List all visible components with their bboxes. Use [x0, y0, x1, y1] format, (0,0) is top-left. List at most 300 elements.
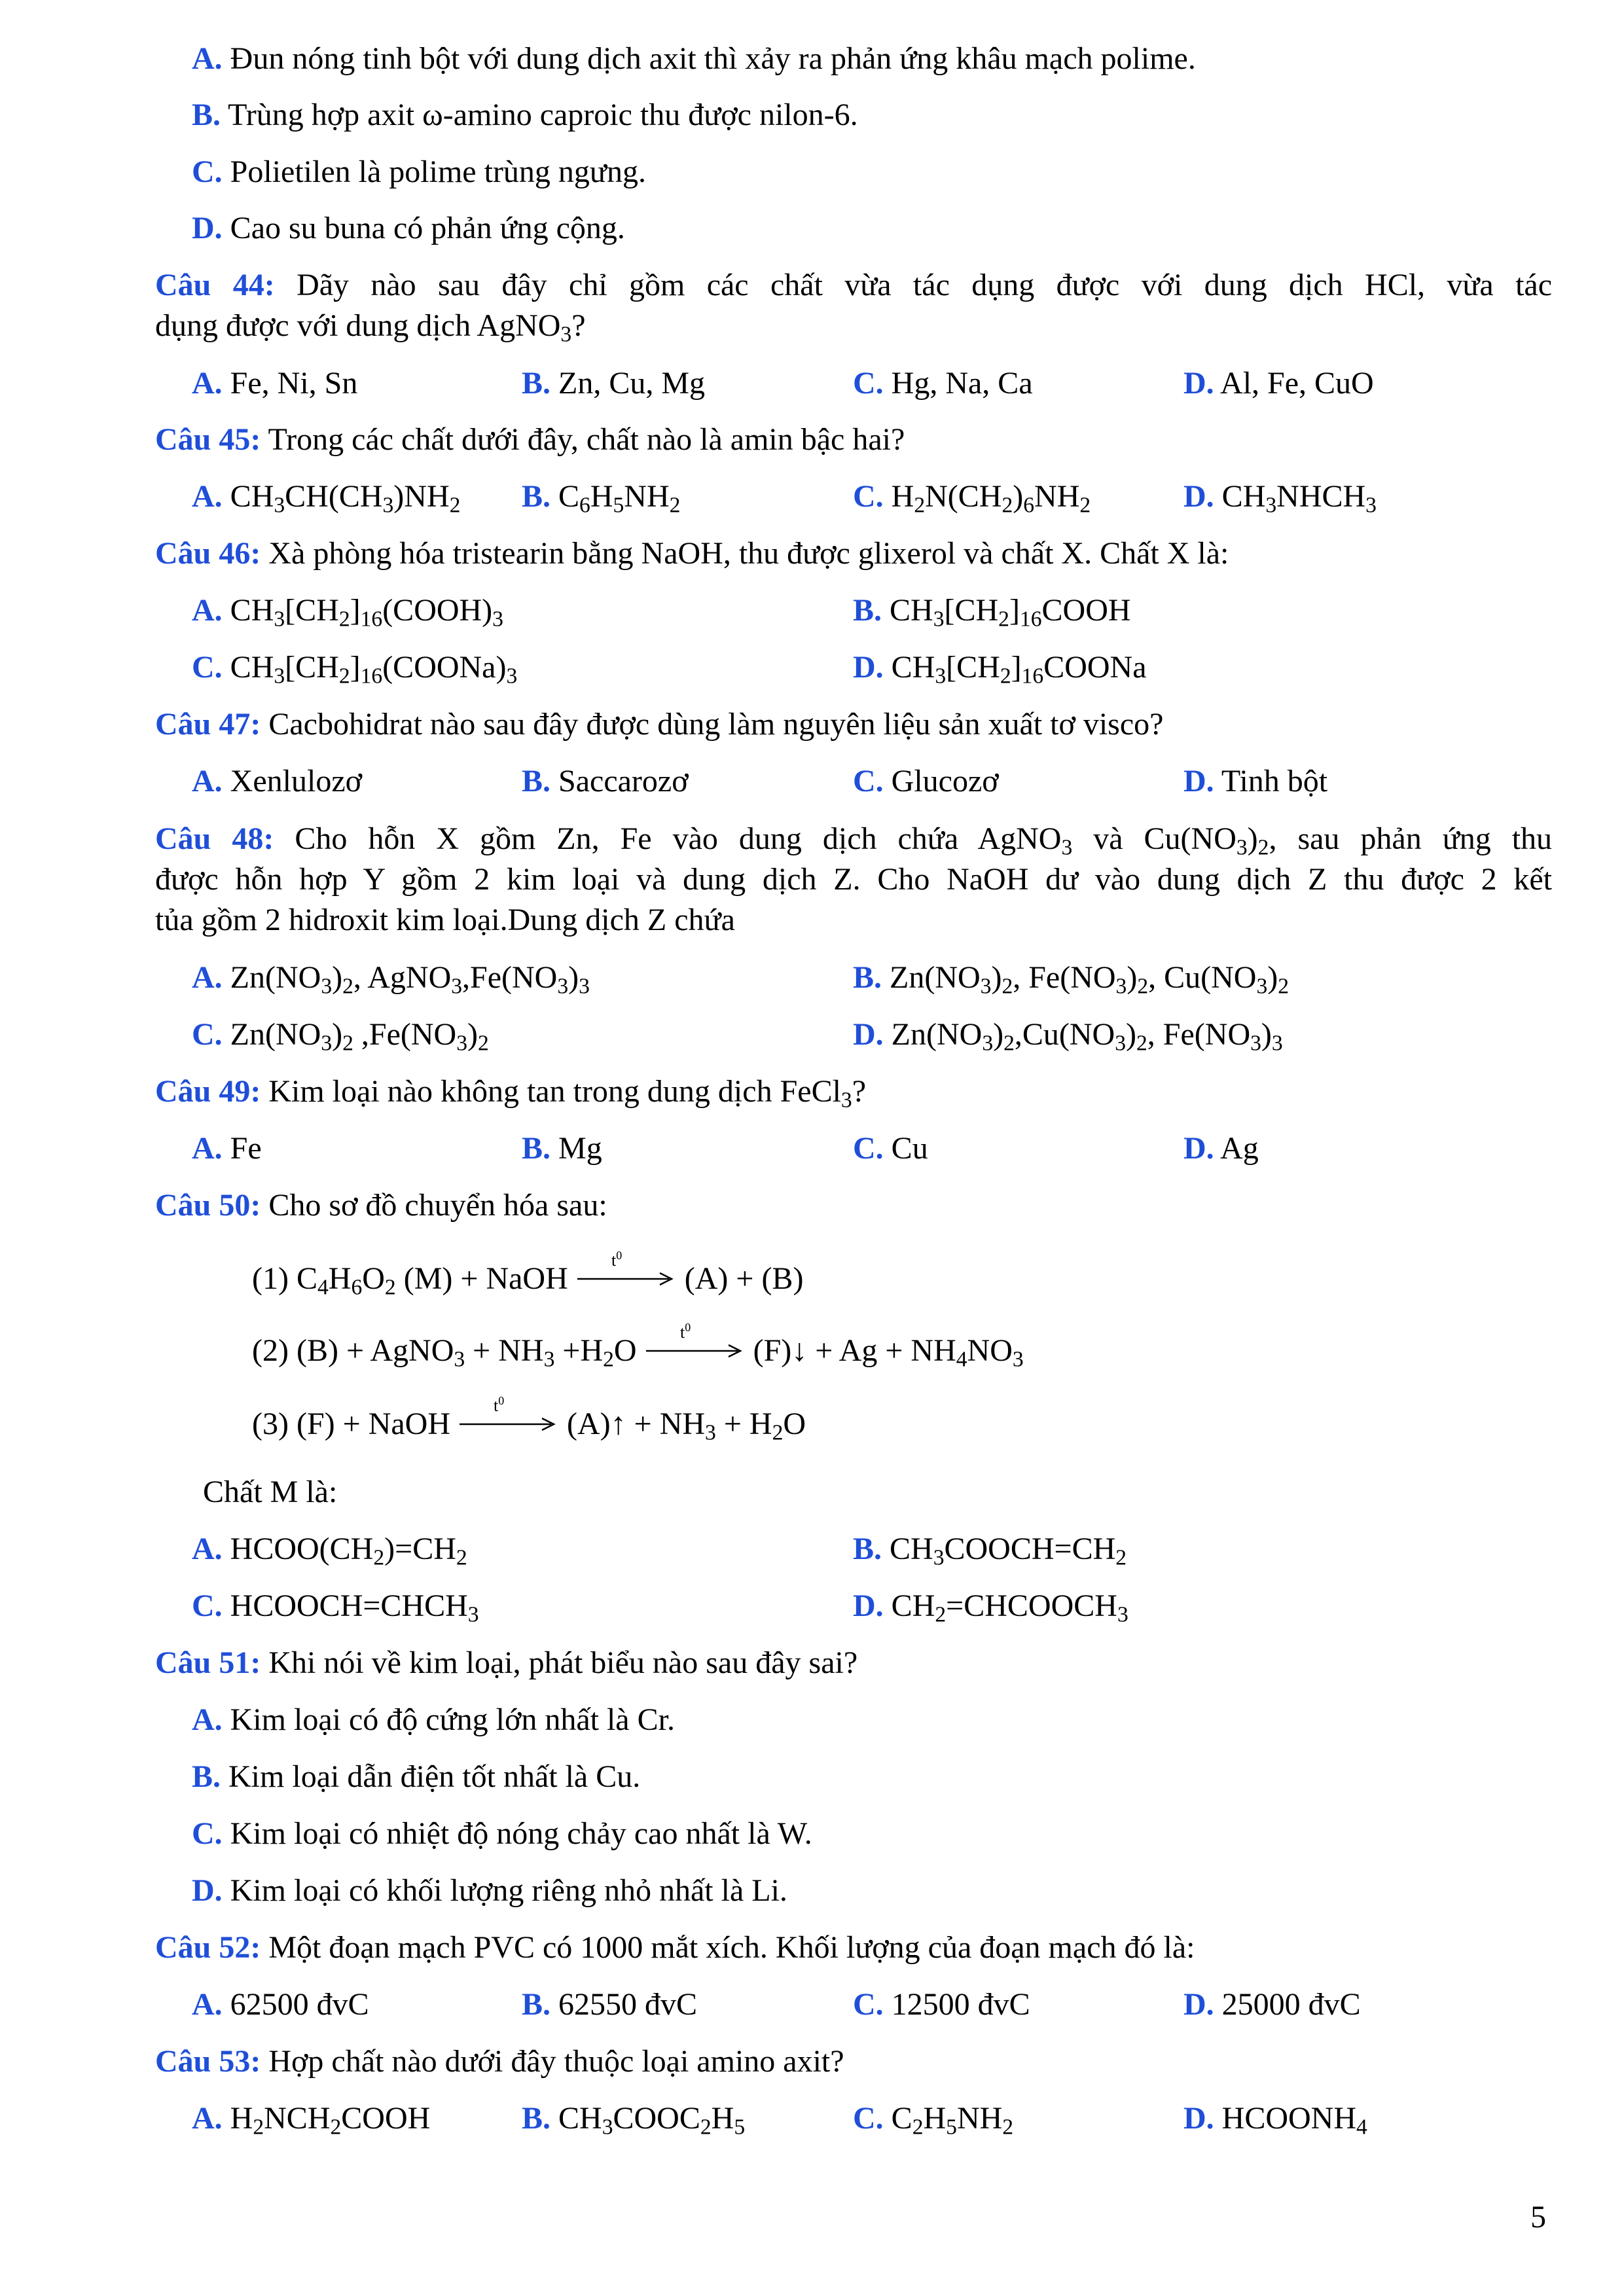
reaction-products: [567, 1407, 806, 1445]
q50-m-label: [203, 1477, 337, 1508]
q44-option-d: [1183, 368, 1374, 399]
subscript: 3: [557, 974, 569, 999]
option-label: D.: [1183, 1987, 1214, 2022]
option-label: B.: [522, 479, 551, 514]
subscript: 3: [1250, 1031, 1261, 1056]
svg-text:t0: [680, 1321, 691, 1342]
formula-part: HCOOCH=CHCH: [230, 1588, 468, 1623]
svg-text:t0: [494, 1394, 504, 1415]
formula-part: (3) (F) + NaOH: [252, 1407, 450, 1441]
formula-part: )=CH: [384, 1532, 456, 1566]
formula-part: COOCH=CH: [944, 1532, 1116, 1566]
stem-text: và Cu(NO: [1072, 821, 1236, 856]
q50-option-a: [192, 1532, 467, 1570]
stem-text: Cho sơ đồ chuyển hóa sau:: [268, 1188, 607, 1223]
formula-part: (A) + (B): [684, 1261, 804, 1296]
option-label: C.: [192, 1816, 223, 1851]
option-text: 62550 đvC: [558, 1987, 698, 2022]
formula-part: NO: [967, 1333, 1013, 1368]
option-formula: [1221, 479, 1377, 518]
stem-text: Cho hỗn X gồm Zn, Fe vào dung dịch chứa AgNO: [295, 821, 1062, 856]
subscript: 2: [1001, 974, 1013, 999]
question-label: Câu 47:: [155, 707, 261, 742]
stem-text: Hợp chất nào dưới đây thuộc loại amino axit?: [268, 2044, 844, 2079]
formula-part: ): [332, 1017, 343, 1052]
q51-option-a: [192, 1704, 675, 1736]
option-text: Al, Fe, CuO: [1220, 366, 1374, 401]
question-label: Câu 53:: [155, 2044, 261, 2079]
formula-part: NH: [624, 479, 670, 514]
q50-option-b: [853, 1532, 1127, 1570]
subscript: 2: [1257, 835, 1269, 860]
subscript: 3: [933, 607, 945, 632]
subscript: 2: [253, 2115, 264, 2140]
reaction-3: [252, 1393, 806, 1445]
subscript: 4: [317, 1275, 329, 1300]
q47-option-a: [192, 766, 362, 797]
option-formula: [230, 2101, 431, 2140]
option-label: B.: [853, 960, 882, 995]
subscript: 3: [982, 1031, 994, 1056]
subscript: 2: [1000, 664, 1011, 689]
subscript: 2: [1001, 493, 1013, 518]
option-text: Cu: [891, 1131, 928, 1166]
question-label: Câu 52:: [155, 1930, 261, 1965]
formula-part: ): [1013, 479, 1024, 514]
option-text: Đun nóng tinh bột với dung dịch axit thì xảy ra phản ứng khâu mạch polime.: [230, 41, 1196, 76]
subscript: 2: [1079, 493, 1091, 518]
option-text: Xenlulozơ: [230, 764, 362, 798]
subscript: 2: [477, 1031, 489, 1056]
option-formula: [891, 2101, 1014, 2140]
q44-stem-line-1: [155, 270, 1552, 301]
subscript: 3: [321, 1031, 333, 1056]
formula-part: ,Fe(NO: [353, 1017, 457, 1052]
option-label: B.: [522, 2101, 551, 2136]
stem-text: Dãy nào sau đây chỉ gồm các chất vừa tác dụng được với dung dịch HCl, vừa tác: [297, 268, 1553, 302]
formula-part: H: [590, 479, 613, 514]
subscript: 4: [1356, 2115, 1367, 2140]
subscript: 2: [912, 2115, 924, 2140]
formula-part: (COONa): [382, 650, 507, 685]
option-label: B.: [522, 1131, 551, 1166]
option-text: Cao su buna có phản ứng cộng.: [230, 211, 625, 245]
right-arrow-icon: [577, 1248, 676, 1297]
formula-part: =CHCOOCH: [946, 1588, 1117, 1623]
formula-part: CH: [890, 1532, 933, 1566]
formula-part: H: [711, 2101, 734, 2136]
subscript: 3: [274, 493, 285, 518]
option-text: Kim loại có độ cứng lớn nhất là Cr.: [230, 1702, 675, 1737]
stem-text: Xà phòng hóa tristearin bằng NaOH, thu được glixerol và chất X. Chất X là:: [268, 536, 1229, 571]
stem-text: , sau phản ứng thu: [1269, 821, 1553, 856]
subscript: 5: [946, 2115, 957, 2140]
q50-option-c: [192, 1588, 479, 1627]
formula-part: +H: [554, 1333, 604, 1368]
subscript: 3: [382, 493, 394, 518]
subscript: 2: [772, 1420, 784, 1445]
option-text: Glucozơ: [891, 764, 999, 798]
subscript: 16: [360, 607, 383, 632]
formula-part: ]: [350, 650, 361, 685]
q50-option-d: [853, 1588, 1128, 1627]
q48-option-c: [192, 1017, 489, 1056]
stem-text: Khi nói về kim loại, phát biểu nào sau đây sai?: [268, 1645, 858, 1680]
subscript: 2: [603, 1347, 614, 1372]
option-text: Mg: [558, 1131, 602, 1166]
q49-option-c: [853, 1133, 928, 1164]
stem-text: ): [1247, 821, 1258, 856]
option-label: A.: [192, 593, 223, 628]
q44-stem-line-2: [155, 308, 586, 347]
subscript: 3: [492, 607, 503, 632]
q47-option-b: [522, 766, 689, 797]
option-formula: [890, 593, 1131, 632]
option-label: A.: [192, 1702, 223, 1737]
subscript: 3: [321, 974, 333, 999]
arrow-label-sup: 0: [684, 1320, 691, 1334]
stem-text: ?: [571, 308, 586, 343]
q49-option-d: [1183, 1133, 1259, 1164]
q45-option-a: [192, 479, 461, 518]
formula-part: Zn(NO: [890, 960, 981, 995]
formula-part: (1) C: [252, 1261, 317, 1296]
subscript: 3: [1117, 1602, 1128, 1627]
option-label: C.: [192, 650, 223, 685]
formula-part: NH: [956, 2101, 1003, 2136]
reaction-2: [252, 1320, 1024, 1372]
subscript: 3: [579, 974, 590, 999]
option-text: Hg, Na, Ca: [891, 366, 1033, 401]
subscript: 2: [1002, 2115, 1014, 2140]
formula-part: H: [923, 2101, 947, 2136]
option-formula: [890, 960, 1290, 999]
option-label: C.: [192, 1017, 223, 1052]
option-label: C.: [853, 1131, 884, 1166]
subscript: 5: [734, 2115, 746, 2140]
subscript: 2: [935, 1602, 947, 1627]
subscript: 2: [384, 1275, 396, 1300]
formula-part: Zn(NO: [230, 1017, 321, 1052]
option-text: 25000 đvC: [1221, 1987, 1361, 2022]
question-label: Câu 51:: [155, 1645, 261, 1680]
q47-stem: [155, 709, 1163, 740]
formula-part: COONa: [1043, 650, 1147, 685]
formula-part: CH: [558, 2101, 602, 2136]
stem-text: Cacbohidrat nào sau đây được dùng làm nguyên liệu sản xuất tơ visco?: [268, 707, 1164, 742]
reaction-reactants: [252, 1407, 450, 1441]
subscript: 2: [373, 1545, 385, 1570]
q45-option-b: [522, 479, 681, 518]
option-label: C.: [853, 764, 884, 798]
subscript: 2: [1137, 974, 1149, 999]
q43-option-d: [192, 213, 625, 244]
subscript: 2: [1115, 1545, 1127, 1570]
arrow-label: t: [494, 1395, 499, 1415]
option-text: 12500 đvC: [891, 1987, 1030, 2022]
option-label: A.: [192, 1987, 223, 2022]
formula-part: (2) (B) + AgNO: [252, 1333, 454, 1368]
option-label: C.: [853, 479, 884, 514]
option-label: D.: [853, 1017, 884, 1052]
formula-part: ): [467, 1017, 478, 1052]
reaction-1: [252, 1248, 804, 1300]
option-text: Zn, Cu, Mg: [558, 366, 706, 401]
heat-arrow: [646, 1320, 744, 1369]
option-label: C.: [853, 366, 884, 401]
option-label: D.: [1183, 2101, 1214, 2136]
reaction-products: [753, 1333, 1024, 1372]
formula-part: COOH: [341, 2101, 431, 2136]
option-text: Kim loại có nhiệt độ nóng chảy cao nhất là W.: [230, 1816, 812, 1851]
subscript: 3: [274, 664, 285, 689]
option-text: Tinh bột: [1221, 764, 1328, 798]
stem-text: Kim loại nào không tan trong dung dịch FeCl: [268, 1074, 841, 1109]
option-label: B.: [853, 593, 882, 628]
formula-part: O: [613, 1333, 637, 1368]
option-formula: [230, 593, 503, 632]
option-label: C.: [192, 154, 223, 189]
q52-option-b: [522, 1989, 697, 2020]
option-label: C.: [853, 2101, 884, 2136]
question-label: Câu 50:: [155, 1188, 261, 1223]
option-formula: [230, 650, 518, 689]
q53-option-b: [522, 2101, 746, 2140]
subscript: 2: [669, 493, 681, 518]
heat-arrow: [577, 1248, 676, 1297]
stem-text: dụng được với dung dịch AgNO: [155, 308, 561, 343]
arrow-label: t: [611, 1250, 616, 1270]
subscript: 3: [935, 664, 947, 689]
q44-option-c: [853, 368, 1033, 399]
subscript: 2: [1003, 1031, 1015, 1056]
option-label: B.: [522, 366, 551, 401]
formula-part: HCOONH: [1221, 2101, 1357, 2136]
q53-option-d: [1183, 2101, 1367, 2140]
subscript: 2: [330, 2115, 342, 2140]
q53-option-a: [192, 2101, 431, 2140]
formula-part: H: [891, 479, 914, 514]
formula-part: C: [558, 479, 580, 514]
option-label: A.: [192, 1131, 223, 1166]
option-label: A.: [192, 479, 223, 514]
subscript: 2: [700, 2115, 712, 2140]
subscript: 3: [705, 1420, 716, 1445]
q49-option-b: [522, 1133, 602, 1164]
option-text: 62500 đvC: [230, 1987, 369, 2022]
option-label: A.: [192, 960, 223, 995]
stem-text: ?: [852, 1074, 867, 1109]
formula-part: H: [230, 2101, 253, 2136]
q48-stem-line-2: [155, 864, 1552, 895]
formula-part: [CH: [946, 650, 1000, 685]
option-text: Kim loại có khối lượng riêng nhỏ nhất là Li.: [230, 1873, 787, 1908]
stem-text: tủa gồm 2 hidroxit kim loại.Dung dịch Z chứa: [155, 903, 735, 937]
subscript: 3: [840, 1088, 852, 1113]
subscript: 5: [613, 493, 624, 518]
q47-option-d: [1183, 766, 1327, 797]
option-text: Fe, Ni, Sn: [230, 366, 358, 401]
question-label: Câu 45:: [155, 422, 261, 457]
subscript: 3: [1236, 835, 1248, 860]
q46-option-b: [853, 593, 1131, 632]
subscript: 4: [956, 1347, 967, 1372]
subscript: 2: [338, 607, 350, 632]
option-formula: [891, 650, 1147, 689]
formula-part: Zn(NO: [230, 960, 321, 995]
formula-part: (F)↓ + Ag + NH: [753, 1333, 956, 1368]
option-label: C.: [853, 1987, 884, 2022]
subscript: 3: [543, 1347, 555, 1372]
formula-part: O: [783, 1407, 806, 1441]
formula-part: + NH: [465, 1333, 544, 1368]
option-label: A.: [192, 1532, 223, 1566]
option-formula: [558, 2101, 746, 2140]
subscript: 2: [342, 974, 353, 999]
option-text: Kim loại dẫn điện tốt nhất là Cu.: [228, 1759, 641, 1794]
q45-option-c: [853, 479, 1091, 518]
q46-option-a: [192, 593, 503, 632]
subscript: 2: [1136, 1031, 1147, 1056]
q50-stem: [155, 1190, 607, 1221]
q48-option-a: [192, 960, 590, 999]
subscript: 2: [456, 1545, 467, 1570]
q53-option-c: [853, 2101, 1014, 2140]
subscript: 3: [1012, 1347, 1024, 1372]
formula-part: [CH: [285, 593, 339, 628]
reaction-reactants: [252, 1261, 568, 1300]
option-formula: [891, 479, 1091, 518]
q43-option-b: [192, 99, 858, 131]
q44-option-a: [192, 368, 357, 399]
formula-part: H: [328, 1261, 352, 1296]
subscript: 3: [506, 664, 518, 689]
subscript: 6: [351, 1275, 363, 1300]
formula-part: (M) + NaOH: [395, 1261, 568, 1296]
subscript: 2: [914, 493, 926, 518]
option-label: B.: [522, 764, 551, 798]
formula-part: CH: [230, 479, 274, 514]
q52-option-d: [1183, 1989, 1361, 2020]
subscript: 3: [1115, 974, 1127, 999]
q51-option-d: [192, 1875, 787, 1907]
subscript: 3: [1061, 835, 1073, 860]
formula-part: Zn(NO: [891, 1017, 983, 1052]
option-label: D.: [192, 1873, 223, 1908]
formula-part: N(CH: [925, 479, 1002, 514]
formula-part: CH: [1221, 479, 1266, 514]
subscript: 3: [274, 607, 285, 632]
q51-option-b: [192, 1761, 640, 1793]
formula-part: (A)↑ + NH: [567, 1407, 706, 1441]
subscript: 16: [1021, 664, 1044, 689]
option-formula: [890, 1532, 1127, 1570]
subscript: 2: [998, 607, 1009, 632]
reaction-products: [685, 1261, 804, 1296]
formula-part: CH: [230, 593, 274, 628]
option-label: D.: [1183, 764, 1214, 798]
svg-text:t0: [611, 1249, 622, 1270]
formula-part: ,Fe(NO: [462, 960, 558, 995]
q47-option-c: [853, 766, 999, 797]
formula-part: ): [1126, 1017, 1136, 1052]
formula-part: COOH: [1041, 593, 1131, 628]
option-label: D.: [853, 650, 884, 685]
formula-part: COOC: [613, 2101, 700, 2136]
option-formula: [230, 1532, 467, 1570]
formula-part: O: [362, 1261, 385, 1296]
subscript: 3: [1365, 493, 1377, 518]
option-formula: [230, 1017, 489, 1056]
option-label: B.: [192, 98, 221, 132]
formula-part: CH(CH: [285, 479, 383, 514]
option-label: B.: [853, 1532, 882, 1566]
q48-stem-line-1: [155, 821, 1553, 860]
subscript: 3: [980, 974, 992, 999]
option-label: A.: [192, 2101, 223, 2136]
formula-part: CH: [230, 650, 274, 685]
q48-option-b: [853, 960, 1290, 999]
page-number: 5: [1530, 2200, 1546, 2234]
question-label: Câu 49:: [155, 1074, 261, 1109]
subscript: 6: [1023, 493, 1035, 518]
option-text: Trùng hợp axit ω-amino caproic thu được nilon-6.: [228, 98, 858, 132]
formula-part: [CH: [285, 650, 339, 685]
subscript: 3: [1271, 1031, 1283, 1056]
subscript: 3: [1265, 493, 1277, 518]
formula-part: ]: [1011, 650, 1022, 685]
formula-part: (COOH): [382, 593, 493, 628]
formula-part: , Cu(NO: [1148, 960, 1257, 995]
option-label: D.: [1183, 1131, 1214, 1166]
option-label: C.: [192, 1588, 223, 1623]
formula-part: ): [993, 1017, 1004, 1052]
q46-option-c: [192, 650, 518, 689]
stem-text: được hỗn hợp Y gồm 2 kim loại và dung dịch Z. Cho NaOH dư vào dung dịch Z thu được 2 kết: [155, 862, 1552, 897]
q48-option-d: [853, 1017, 1283, 1056]
option-formula: [230, 960, 590, 999]
formula-part: CH: [891, 1588, 935, 1623]
arrow-label: t: [679, 1322, 685, 1342]
formula-part: ]: [1009, 593, 1020, 628]
subscript: 3: [933, 1545, 945, 1570]
q53-stem: [155, 2046, 844, 2077]
question-label: Câu 44:: [155, 268, 275, 302]
formula-part: , AgNO: [353, 960, 452, 995]
question-label: Câu 46:: [155, 536, 261, 571]
q46-option-d: [853, 650, 1147, 689]
subscript: 3: [454, 1347, 465, 1372]
subscript: 3: [456, 1031, 467, 1056]
option-formula: [230, 1588, 479, 1627]
formula-part: HCOO(CH: [230, 1532, 374, 1566]
subscript: 3: [451, 974, 463, 999]
formula-part: ): [991, 960, 1002, 995]
subscript: 16: [1019, 607, 1042, 632]
subscript: 3: [1256, 974, 1268, 999]
option-text: Fe: [230, 1131, 262, 1166]
formula-part: ,Cu(NO: [1014, 1017, 1115, 1052]
q46-stem: [155, 538, 1229, 569]
subscript: 3: [602, 2115, 613, 2140]
q49-stem: [155, 1074, 867, 1113]
formula-part: ): [1127, 960, 1138, 995]
subscript: 3: [467, 1602, 479, 1627]
q52-stem: [155, 1932, 1195, 1964]
stem-text: Một đoạn mạch PVC có 1000 mắt xích. Khối lượng của đoạn mạch đó là:: [268, 1930, 1195, 1965]
formula-part: ): [568, 960, 579, 995]
option-text: Saccarozơ: [558, 764, 689, 798]
